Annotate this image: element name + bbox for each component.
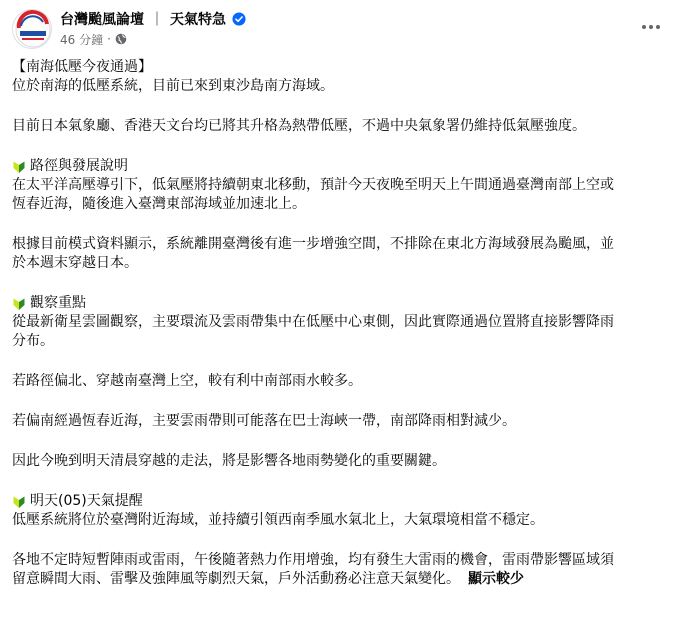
section-title-tomorrow: [12, 492, 669, 511]
globe-icon[interactable]: [115, 33, 127, 45]
post-paragraph: 因此今晚到明天清晨穿越的走法，將是影響各地雨勢變化的重要關鍵。: [12, 453, 446, 469]
avatar-logo: [13, 10, 52, 49]
post-paragraph: 若偏南經過恆春近海，主要雲雨帶則可能落在巴士海峽一帶，南部降雨相對減少。: [12, 413, 516, 429]
post-paragraph-last: [12, 570, 669, 589]
page-subname[interactable]: 天氣特急: [170, 12, 226, 28]
section-title-text: 觀察重點: [30, 295, 86, 311]
page-name-row: [60, 9, 246, 29]
page-name-link[interactable]: 台灣颱風論壇: [60, 12, 144, 28]
post-paragraph: 於本週末穿越日本。: [12, 255, 138, 271]
post-time-row: [60, 31, 246, 47]
beginner-leaf-icon: [12, 297, 26, 311]
post-body: [12, 58, 669, 589]
post-paragraph: 恆春近海，隨後進入臺灣東部海域並加速北上。: [12, 196, 306, 212]
more-options-icon[interactable]: [637, 13, 665, 41]
post-paragraph: 分布。: [12, 333, 54, 349]
section-title-path: [12, 157, 669, 176]
post-paragraph: 各地不定時短暫陣雨或雷雨，午後隨著熱力作用增強，均有發生大雷雨的機會，雷雨帶影響區域須: [12, 552, 614, 568]
post-headline: 【南海低壓今夜通過】: [12, 59, 152, 75]
post-paragraph: 低壓系統將位於臺灣附近海域，並持續引領西南季風水氣北上，大氣環境相當不穩定。: [12, 512, 544, 528]
post-paragraph: 從最新衛星雲圖觀察，主要環流及雲雨帶集中在低壓中心東側，因此實際通過位置將直接影響降雨: [12, 314, 614, 330]
post-paragraph: 在太平洋高壓導引下，低氣壓將持續朝東北移動，預計今天夜晚至明天上午間通過臺灣南部上空或: [12, 177, 614, 193]
section-title-observe: [12, 294, 669, 313]
verified-badge-icon: [232, 12, 246, 26]
beginner-leaf-icon: [12, 160, 26, 174]
section-title-text: 明天(05)天氣提醒: [30, 493, 143, 509]
page-avatar[interactable]: [12, 9, 52, 49]
post-paragraph: 若路徑偏北、穿越南臺灣上空，較有利中南部雨水較多。: [12, 373, 362, 389]
post-paragraph: 目前日本氣象廳、香港天文台均已將其升格為熱帶低壓，不過中央氣象署仍維持低氣壓強度。: [12, 118, 586, 134]
show-less-link[interactable]: 顯示較少: [468, 571, 524, 587]
post-meta: [60, 9, 246, 47]
post-paragraph: 根據目前模式資料顯示，系統離開臺灣後有進一步增強空間，不排除在東北方海域發展為颱風，並: [12, 236, 614, 252]
meta-dot: ·: [107, 32, 111, 46]
name-separator: ｜: [150, 12, 164, 28]
post-paragraph-text: 留意瞬間大雨、雷擊及強陣風等劇烈天氣，戶外活動務必注意天氣變化。: [12, 571, 460, 587]
post-timestamp[interactable]: 46 分鐘: [60, 32, 104, 47]
post-header: [12, 9, 669, 49]
beginner-leaf-icon: [12, 495, 26, 509]
post-paragraph: 位於南海的低壓系統，目前已來到東沙島南方海域。: [12, 78, 334, 94]
section-title-text: 路徑與發展說明: [30, 158, 128, 174]
